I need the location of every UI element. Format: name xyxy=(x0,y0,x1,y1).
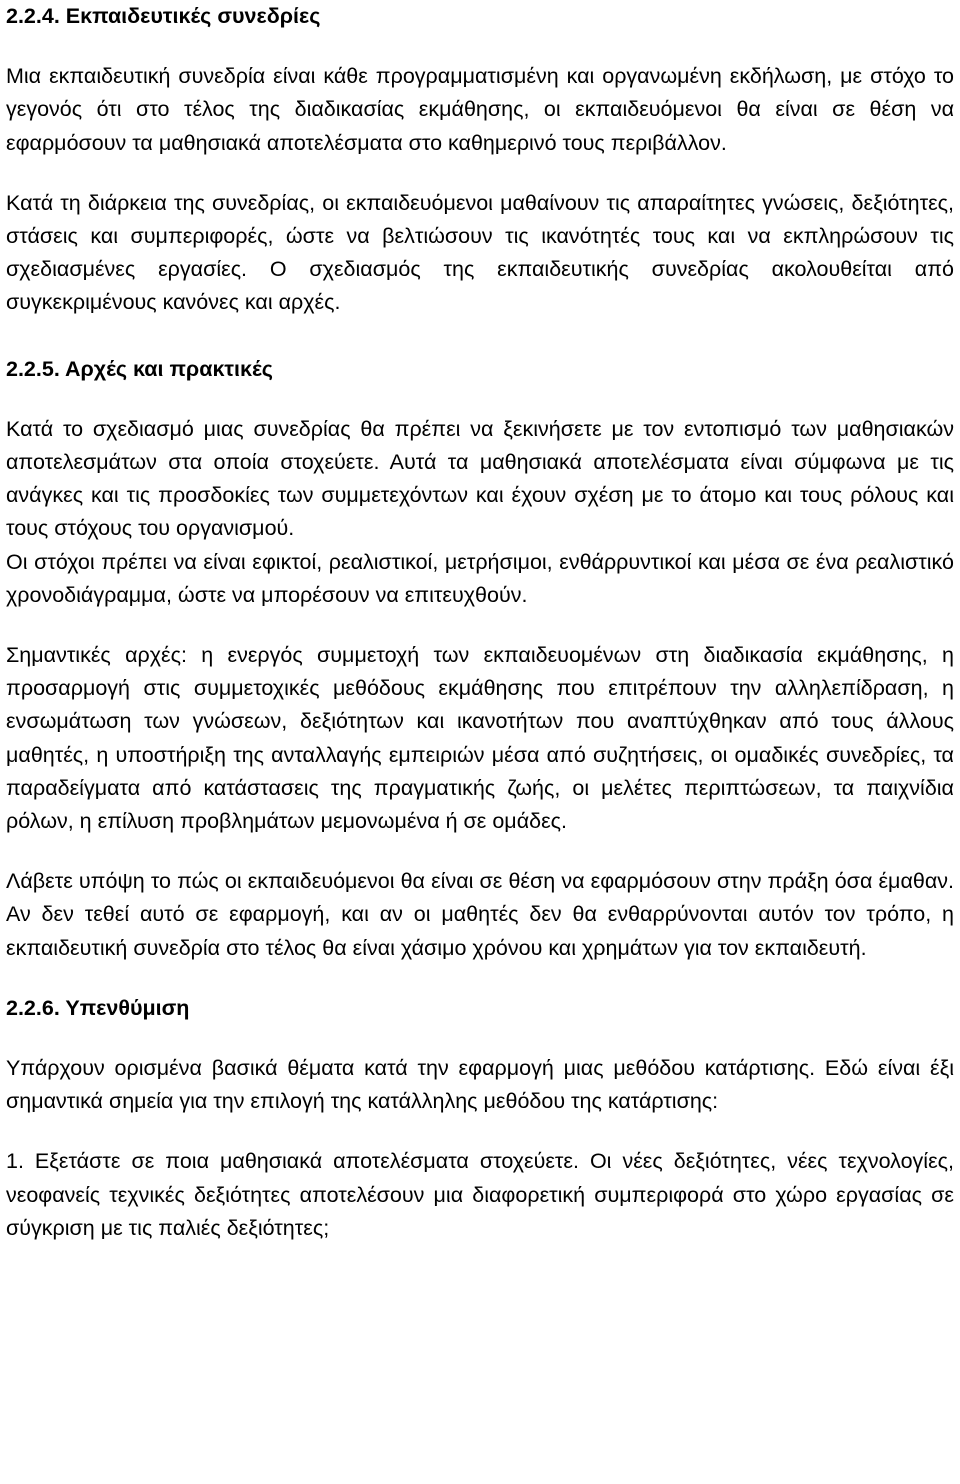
paragraph-apply-in-practice: Λάβετε υπόψη το πώς οι εκπαιδευόμενοι θα είναι σε θέση να εφαρμόσουν στην πράξη όσα έμαθαν. Αν δεν τεθεί αυτό σε εφαρμογή, και αν οι μαθητές δεν θα ενθαρρύνονται αυτόν τον τρόπο, η εκπαιδευτική συνεδρία στο τέλος θα είναι χάσιμο χρόνου και χρημάτων για τον εκπαιδευτή. xyxy=(6,869,954,960)
paragraph-important-principles: Σημαντικές αρχές: η ενεργός συμμετοχή των εκπαιδευομένων στη διαδικασία εκμάθησης, η προσαρμογή στις συμμετοχικές μεθόδους εκμάθησης που επιτρέπουν την αλληλεπίδραση, η ενσωμάτωση των γνώσεων, δεξιότητων και ικανοτήτων που αναπτύχθηκαν από τους άλλους μαθητές, η υποστήριξη της ανταλλαγής εμπειριών μέσα από συζητήσεις, οι ομαδικές συνεδρίες, τα παραδείγματα από κατάστασεις της πραγματικής ζωής, οι μελέτες περιπτώσεων, τα παιχνίδια ρόλων, η επίλυση προβλημάτων μεμονωμένα ή σε ομάδες. xyxy=(6,643,954,834)
paragraph-goals: Οι στόχοι πρέπει να είναι εφικτοί, ρεαλιστικοί, μετρήσιμοι, ενθάρρυντικοί και μέσα σε ένα ρεαλιστικό χρονοδιάγραμμα, ώστε να μπορέσουν να επιτευχθούν. xyxy=(6,549,954,607)
paragraph-session-duration: Κατά τη διάρκεια της συνεδρίας, οι εκπαιδευόμενοι μαθαίνουν τις απαραίτητες γνώσεις, δεξιότητες, στάσεις και συμπεριφορές, ώστε να βελτιώσουν τις ικανότητές τους και να εκπληρώσουν τις σχεδιασμένες εργασίες. Ο σχεδιασμός της εκπαιδευτικής συνεδρίας ακολουθείται από συγκεκριμένους κανόνες και αρχές. xyxy=(6,190,954,315)
list-item-1: 1. Εξετάστε σε ποια μαθησιακά αποτελέσματα στοχεύετε. Οι νέες δεξιότητες, νέες τεχνολογίες, νεοφανείς τεχνικές δεξιότητες αποτελέσουν μια διαφορετική συμπεριφορά στο χώρο εργασίας σε σύγκριση με τις παλιές δεξιότητες; xyxy=(6,1149,954,1240)
section-heading-2-2-6: 2.2.6. Υπενθύμιση xyxy=(6,995,190,1020)
document-page xyxy=(6,0,954,1245)
section-heading-2-2-4: 2.2.4. Εκπαιδευτικές συνεδρίες xyxy=(6,4,321,28)
paragraph-reminder-intro: Υπάρχουν ορισμένα βασικά θέματα κατά την εφαρμογή μιας μεθόδου κατάρτισης. Εδώ είναι έξι σημαντικά σημεία για την επιλογή της κατάλληλης μεθόδου της κατάρτισης: xyxy=(6,1056,954,1114)
section-heading-2-2-5: 2.2.5. Αρχές και πρακτικές xyxy=(6,356,273,381)
paragraph-session-design: Κατά το σχεδιασμό μιας συνεδρίας θα πρέπει να ξεκινήσετε με τον εντοπισμό των μαθησιακών αποτελεσμάτων στα οποία στοχεύετε. Αυτά τα μαθησιακά αποτελέσματα είναι σύμφωνα με τις ανάγκες και τις προσδοκίες των συμμετεχόντων και έχουν σχέση με το άτομο και τους ρόλους και τους στόχους του οργανισμού. xyxy=(6,416,954,541)
paragraph-training-session-definition: Μια εκπαιδευτική συνεδρία είναι κάθε προγραμματισμένη και οργανωμένη εκδήλωση, με στόχο το γεγονός ότι στο τέλος της διαδικασίας εκμάθησης, οι εκπαιδευόμενοι θα είναι σε θέση να εφαρμόσουν τα μαθησιακά αποτελέσματα στο καθημερινό τους περιβάλλον. xyxy=(6,64,954,155)
